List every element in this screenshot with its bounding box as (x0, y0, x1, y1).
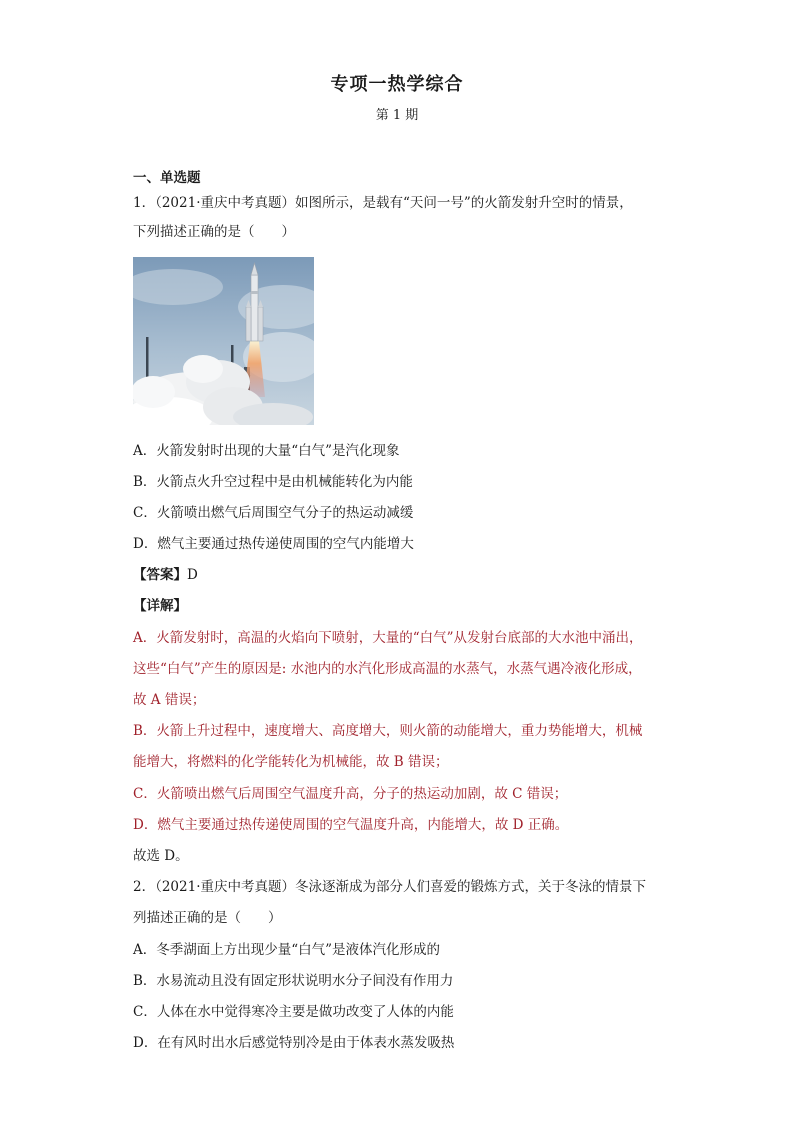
detail-line-7: D．燃气主要通过热传递使周围的空气温度升高，内能增大，故 D 正确。 (133, 817, 569, 833)
q1-option-d: D．燃气主要通过热传递使周围的空气内能增大 (133, 536, 414, 552)
q1-stem-line-2: 下列描述正确的是（ ） (133, 224, 295, 240)
q2-stem-line-2: 列描述正确的是（ ） (133, 910, 282, 926)
q1-option-a: A．火箭发射时出现的大量“白气”是汽化现象 (133, 443, 400, 459)
answer-value: D (187, 567, 198, 583)
detail-line-4: B．火箭上升过程中，速度增大、高度增大，则火箭的动能增大，重力势能增大，机械 (133, 723, 643, 739)
detail-line-3: 故 A 错误； (133, 692, 206, 708)
q2-option-a: A．冬季湖面上方出现少量“白气”是液体汽化形成的 (133, 942, 441, 958)
q1-option-c: C．火箭喷出燃气后周围空气分子的热运动减缓 (133, 505, 414, 521)
q1-option-b: B．火箭点火升空过程中是由机械能转化为内能 (133, 474, 413, 490)
detail-line-5: 能增大，将燃料的化学能转化为机械能，故 B 错误； (133, 754, 449, 770)
detail-line-2: 这些“白气”产生的原因是: 水池内的水汽化形成高温的水蒸气，水蒸气遇冷液化形成， (133, 661, 642, 677)
section-heading: 一、单选题 (133, 170, 201, 186)
detail-line-1: A．火箭发射时，高温的火焰向下喷射，大量的“白气”从发射台底部的大水池中涌出， (133, 630, 643, 646)
q2-stem-line-1: 2．（2021·重庆中考真题）冬泳逐渐成为部分人们喜爱的锻炼方式，关于冬泳的情景下 (133, 879, 646, 895)
issue-number: 第 1 期 (375, 108, 419, 123)
answer-label: 【答案】 (133, 567, 187, 583)
q1-conclusion: 故选 D。 (133, 848, 189, 864)
q2-option-c: C．人体在水中觉得寒冷主要是做功改变了人体的内能 (133, 1004, 454, 1020)
q1-stem-line-1: 1．（2021·重庆中考真题）如图所示，是载有“天问一号”的火箭发射升空时的情景， (133, 195, 633, 211)
detail-label: 【详解】 (133, 598, 187, 614)
q2-option-d: D．在有风时出水后感觉特别冷是由于体表水蒸发吸热 (133, 1035, 455, 1051)
rocket-launch-image (133, 257, 314, 425)
detail-line-6: C．火箭喷出燃气后周围空气温度升高，分子的热运动加剧，故 C 错误； (133, 786, 568, 802)
q1-answer (133, 565, 198, 585)
page-title: 专项一热学综合 (330, 74, 464, 95)
q2-option-b: B．水易流动且没有固定形状说明水分子间没有作用力 (133, 973, 454, 989)
